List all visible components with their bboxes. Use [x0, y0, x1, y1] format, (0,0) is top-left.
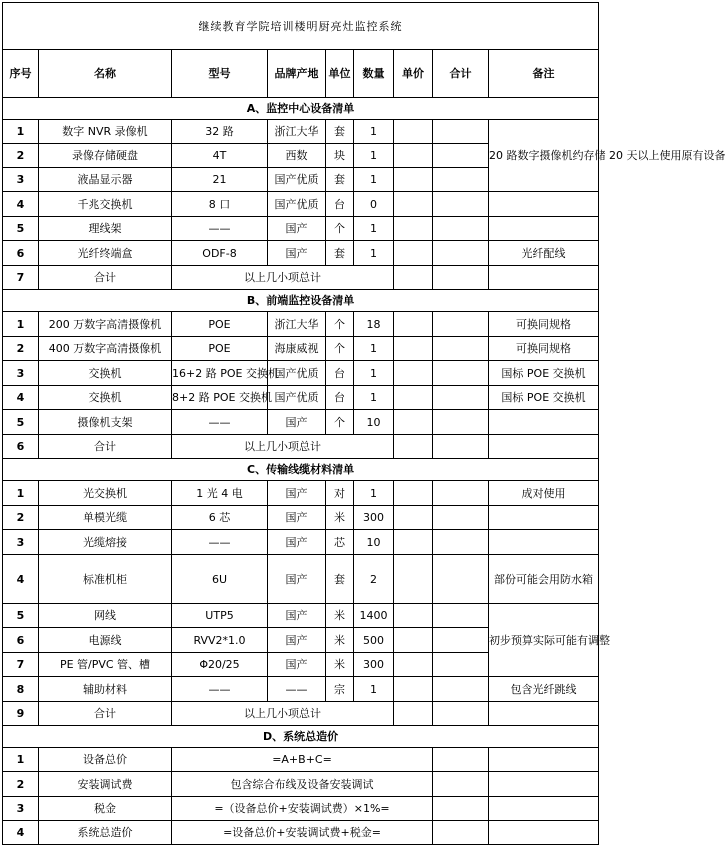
item-name: 安装调试费 [39, 772, 172, 797]
item-qty: 1 [354, 217, 394, 241]
item-name: 系统总造价 [39, 821, 172, 845]
subtotal-text: 以上几小项总计 [172, 702, 394, 726]
item-price [394, 241, 433, 266]
table-row [3, 821, 599, 845]
item-model: 6 芯 [172, 506, 268, 530]
item-price [394, 506, 433, 530]
item-model: —— [172, 530, 268, 555]
item-model: 21 [172, 168, 268, 192]
subtotal-label: 合计 [39, 435, 172, 459]
item-qty: 1400 [354, 604, 394, 628]
item-total [433, 748, 489, 772]
row-index: 4 [3, 386, 39, 410]
item-name: 摄像机支架 [39, 410, 172, 435]
item-name: 光纤终端盒 [39, 241, 172, 266]
item-brand: 浙江大华 [268, 120, 326, 144]
item-remark [489, 506, 599, 530]
item-unit: 个 [326, 312, 354, 337]
row-index: 5 [3, 217, 39, 241]
item-model: 1 光 4 电 [172, 481, 268, 506]
item-total [433, 144, 489, 168]
section-c-title: C、传输线缆材料清单 [3, 459, 599, 481]
item-name: 光缆熔接 [39, 530, 172, 555]
item-total [433, 628, 489, 653]
item-price [394, 481, 433, 506]
table-row [3, 312, 599, 337]
header-unit: 单位 [326, 50, 354, 98]
row-index: 3 [3, 530, 39, 555]
item-remark: 包含光纤跳线 [489, 677, 599, 702]
item-total [433, 797, 489, 821]
item-brand: 国产优质 [268, 361, 326, 386]
item-price [394, 410, 433, 435]
item-qty: 18 [354, 312, 394, 337]
item-total [433, 435, 489, 459]
item-unit: 套 [326, 168, 354, 192]
item-name: 理线架 [39, 217, 172, 241]
item-model: —— [172, 217, 268, 241]
item-total [433, 530, 489, 555]
item-total [433, 361, 489, 386]
page-title: 继续教育学院培训楼明厨亮灶监控系统 [3, 3, 599, 50]
item-price [394, 144, 433, 168]
table-row [3, 120, 599, 144]
item-qty: 1 [354, 337, 394, 361]
header-total: 合计 [433, 50, 489, 98]
header-model: 型号 [172, 50, 268, 98]
item-remark: 光纤配线 [489, 241, 599, 266]
item-unit: 台 [326, 361, 354, 386]
table-row [3, 797, 599, 821]
header-remark: 备注 [489, 50, 599, 98]
header-price: 单价 [394, 50, 433, 98]
row-index: 1 [3, 312, 39, 337]
header-brand: 品牌产地 [268, 50, 326, 98]
formula-value: =A+B+C= [172, 748, 433, 772]
subtotal-text: 以上几小项总计 [172, 435, 394, 459]
item-price [394, 386, 433, 410]
section-d-title: D、系统总造价 [3, 726, 599, 748]
row-index: 7 [3, 266, 39, 290]
item-unit: 个 [326, 217, 354, 241]
item-brand: 国产 [268, 628, 326, 653]
item-price [394, 120, 433, 144]
table-row [3, 530, 599, 555]
item-brand: 国产 [268, 530, 326, 555]
formula-value: =设备总价+安装调试费+税金= [172, 821, 433, 845]
item-total [433, 410, 489, 435]
row-index: 6 [3, 241, 39, 266]
item-total [433, 266, 489, 290]
item-model: 4T [172, 144, 268, 168]
item-total [433, 337, 489, 361]
item-brand: 国产优质 [268, 168, 326, 192]
item-name: 录像存储硬盘 [39, 144, 172, 168]
item-total [433, 604, 489, 628]
item-brand: 浙江大华 [268, 312, 326, 337]
item-name: 电源线 [39, 628, 172, 653]
header-seq: 序号 [3, 50, 39, 98]
item-remark [489, 821, 599, 845]
item-name: 400 万数字高清摄像机 [39, 337, 172, 361]
item-remark: 部份可能会用防水箱 [489, 555, 599, 604]
item-price [394, 653, 433, 677]
table-row [3, 217, 599, 241]
item-remark [489, 748, 599, 772]
item-unit: 宗 [326, 677, 354, 702]
row-index: 5 [3, 604, 39, 628]
row-index: 7 [3, 653, 39, 677]
table-row [3, 748, 599, 772]
row-index: 3 [3, 361, 39, 386]
item-remark [489, 797, 599, 821]
item-price [394, 361, 433, 386]
subtotal-label: 合计 [39, 266, 172, 290]
row-index: 1 [3, 120, 39, 144]
formula-value: =（设备总价+安装调试费）×1%= [172, 797, 433, 821]
item-name: 辅助材料 [39, 677, 172, 702]
row-index: 5 [3, 410, 39, 435]
item-unit: 芯 [326, 530, 354, 555]
item-unit: 个 [326, 410, 354, 435]
item-name: 交换机 [39, 386, 172, 410]
subtotal-label: 合计 [39, 702, 172, 726]
row-index: 3 [3, 797, 39, 821]
item-remark [489, 435, 599, 459]
item-unit: 台 [326, 386, 354, 410]
formula-value: 包含综合布线及设备安装调试 [172, 772, 433, 797]
item-total [433, 772, 489, 797]
item-model: UTP5 [172, 604, 268, 628]
header-qty: 数量 [354, 50, 394, 98]
item-brand: 国产 [268, 217, 326, 241]
item-name: 税金 [39, 797, 172, 821]
item-qty: 10 [354, 530, 394, 555]
table-row [3, 604, 599, 628]
row-index: 1 [3, 481, 39, 506]
item-name: PE 管/PVC 管、槽 [39, 653, 172, 677]
item-total [433, 702, 489, 726]
table-row [3, 555, 599, 604]
row-index: 1 [3, 748, 39, 772]
row-index: 4 [3, 555, 39, 604]
item-total [433, 481, 489, 506]
item-model: 32 路 [172, 120, 268, 144]
item-remark [489, 410, 599, 435]
section-b-title: B、前端监控设备清单 [3, 290, 599, 312]
item-brand: 国产 [268, 653, 326, 677]
row-index: 2 [3, 506, 39, 530]
item-brand: 国产 [268, 241, 326, 266]
subtotal-row [3, 702, 599, 726]
item-remark [489, 702, 599, 726]
item-model: ODF-8 [172, 241, 268, 266]
row-index: 8 [3, 677, 39, 702]
item-remark [489, 530, 599, 555]
item-price [394, 677, 433, 702]
item-total [433, 386, 489, 410]
item-qty: 1 [354, 361, 394, 386]
item-name: 交换机 [39, 361, 172, 386]
item-remark: 成对使用 [489, 481, 599, 506]
table-row [3, 241, 599, 266]
item-unit: 套 [326, 120, 354, 144]
item-model: —— [172, 410, 268, 435]
row-index: 6 [3, 435, 39, 459]
item-total [433, 168, 489, 192]
table-row [3, 337, 599, 361]
item-remark [489, 772, 599, 797]
remark-budget-adjust: 初步预算实际可能有调整 [489, 604, 599, 677]
item-price [394, 192, 433, 217]
item-brand: 海康威视 [268, 337, 326, 361]
item-qty: 1 [354, 481, 394, 506]
item-model: Φ20/25 [172, 653, 268, 677]
item-price [394, 435, 433, 459]
table-row [3, 386, 599, 410]
table-row [3, 772, 599, 797]
table-row [3, 361, 599, 386]
item-unit: 套 [326, 555, 354, 604]
item-model: RVV2*1.0 [172, 628, 268, 653]
item-brand: 国产优质 [268, 192, 326, 217]
item-model: 8 口 [172, 192, 268, 217]
table-row [3, 410, 599, 435]
item-qty: 10 [354, 410, 394, 435]
item-qty: 300 [354, 506, 394, 530]
item-brand: 国产优质 [268, 386, 326, 410]
item-unit: 米 [326, 604, 354, 628]
item-name: 设备总价 [39, 748, 172, 772]
item-price [394, 702, 433, 726]
item-price [394, 628, 433, 653]
item-brand: —— [268, 677, 326, 702]
item-qty: 2 [354, 555, 394, 604]
item-name: 单模光缆 [39, 506, 172, 530]
item-unit: 个 [326, 337, 354, 361]
item-name: 网线 [39, 604, 172, 628]
item-remark: 国标 POE 交换机 [489, 386, 599, 410]
item-unit: 对 [326, 481, 354, 506]
item-remark: 国标 POE 交换机 [489, 361, 599, 386]
header-name: 名称 [39, 50, 172, 98]
item-brand: 国产 [268, 604, 326, 628]
item-total [433, 312, 489, 337]
item-total [433, 192, 489, 217]
item-total [433, 217, 489, 241]
subtotal-text: 以上几小项总计 [172, 266, 394, 290]
item-model: 16+2 路 POE 交换机 [172, 361, 268, 386]
item-model: 8+2 路 POE 交换机 [172, 386, 268, 410]
item-total [433, 241, 489, 266]
item-brand: 国产 [268, 506, 326, 530]
row-index: 4 [3, 192, 39, 217]
subtotal-row [3, 266, 599, 290]
row-index: 9 [3, 702, 39, 726]
table-row [3, 192, 599, 217]
item-unit: 块 [326, 144, 354, 168]
item-price [394, 555, 433, 604]
item-price [394, 530, 433, 555]
item-name: 千兆交换机 [39, 192, 172, 217]
item-name: 200 万数字高清摄像机 [39, 312, 172, 337]
item-qty: 1 [354, 386, 394, 410]
item-model: 6U [172, 555, 268, 604]
item-name: 标准机柜 [39, 555, 172, 604]
item-unit: 米 [326, 628, 354, 653]
item-name: 数字 NVR 录像机 [39, 120, 172, 144]
item-qty: 1 [354, 241, 394, 266]
row-index: 3 [3, 168, 39, 192]
item-total [433, 677, 489, 702]
table-header-row [3, 50, 599, 98]
item-qty: 1 [354, 144, 394, 168]
item-remark: 可换同规格 [489, 337, 599, 361]
item-price [394, 266, 433, 290]
item-price [394, 217, 433, 241]
table-row [3, 677, 599, 702]
item-qty: 300 [354, 653, 394, 677]
table-row [3, 481, 599, 506]
row-index: 2 [3, 337, 39, 361]
item-qty: 1 [354, 168, 394, 192]
item-name: 液晶显示器 [39, 168, 172, 192]
item-brand: 国产 [268, 410, 326, 435]
remark-nvr-storage: 20 路数字摄像机约存储 20 天以上使用原有设备 [489, 120, 599, 192]
row-index: 6 [3, 628, 39, 653]
item-qty: 0 [354, 192, 394, 217]
item-total [433, 120, 489, 144]
subtotal-row [3, 435, 599, 459]
item-price [394, 168, 433, 192]
item-price [394, 337, 433, 361]
item-brand: 国产 [268, 555, 326, 604]
item-unit: 台 [326, 192, 354, 217]
item-remark [489, 217, 599, 241]
item-total [433, 555, 489, 604]
item-remark [489, 192, 599, 217]
item-model: POE [172, 312, 268, 337]
item-unit: 米 [326, 653, 354, 677]
item-total [433, 653, 489, 677]
item-remark: 可换同规格 [489, 312, 599, 337]
price-list-table [2, 2, 725, 845]
item-price [394, 604, 433, 628]
row-index: 2 [3, 144, 39, 168]
item-unit: 米 [326, 506, 354, 530]
item-brand: 西数 [268, 144, 326, 168]
item-unit: 套 [326, 241, 354, 266]
row-index: 4 [3, 821, 39, 845]
item-name: 光交换机 [39, 481, 172, 506]
item-qty: 1 [354, 677, 394, 702]
item-total [433, 821, 489, 845]
item-model: POE [172, 337, 268, 361]
item-price [394, 312, 433, 337]
item-remark [489, 266, 599, 290]
item-qty: 500 [354, 628, 394, 653]
item-brand: 国产 [268, 481, 326, 506]
section-a-title: A、监控中心设备清单 [3, 98, 599, 120]
item-qty: 1 [354, 120, 394, 144]
table-row [3, 506, 599, 530]
item-model: —— [172, 677, 268, 702]
row-index: 2 [3, 772, 39, 797]
item-total [433, 506, 489, 530]
